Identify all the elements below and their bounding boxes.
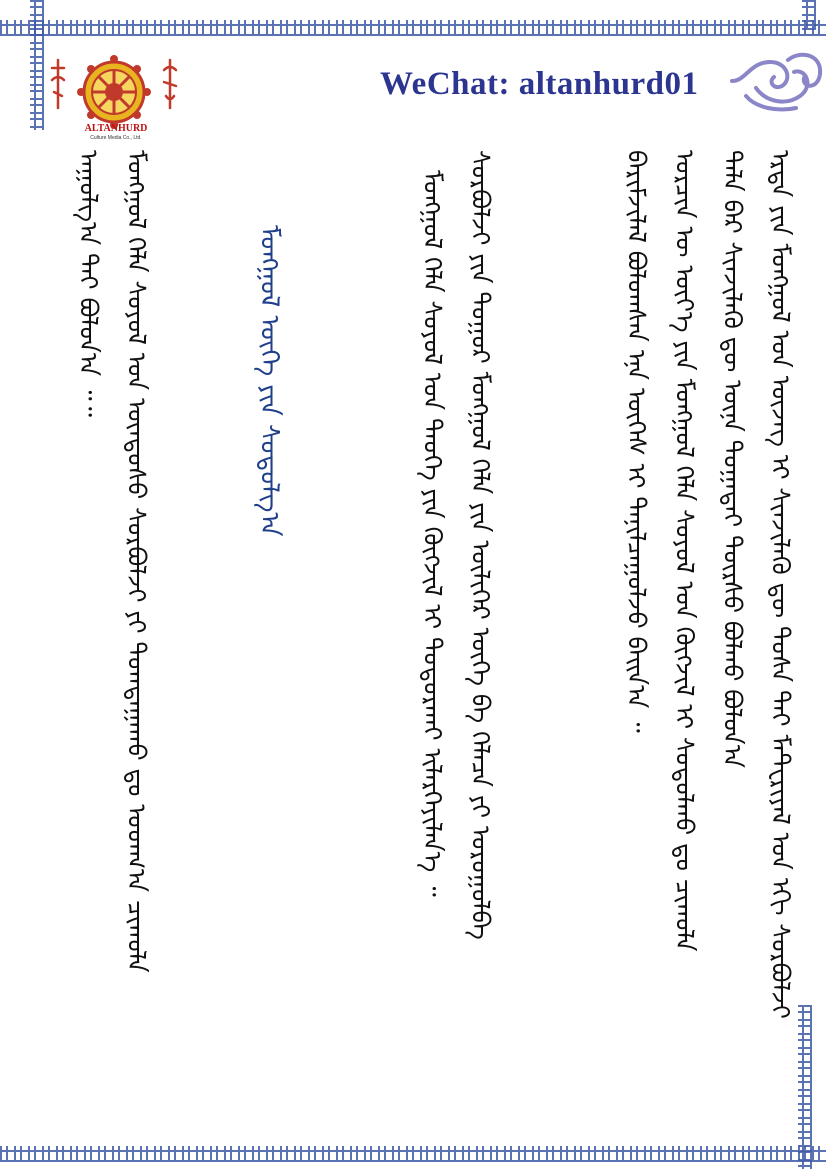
right-bottom-border-pattern (798, 1005, 812, 1169)
right-top-border-pattern (802, 0, 816, 30)
paragraph-2-line-2: ᠮᠣᠩᠭᠣᠯ ᠬᠡᠯᠡ ᠰᠣᠶᠣᠯ ᠤᠨ ᠲᠡᠦᠬᠡ ᠶᠢᠨ ᠬᠥᠭᠵᠢᠯ ᠢ ᠲᠣᠳᠣᠷᠬᠠᠢ ᠢᠯᠡᠷᠭᠡᠶᠢᠯᠡᠨ᠎ᠡ ᠃ (418, 170, 447, 897)
left-border-pattern (30, 0, 44, 130)
paragraph-1-line-1: ᠡᠷᠲᠡ ᠶᠢᠨ ᠮᠣᠩᠭᠣᠯ ᠤᠨ ᠦᠵᠡᠭ ᠢ ᠰᠢᠨᠵᠢᠯᠡᠬᠦ ᠳᠦ ᠳᠤᠰᠠ ᠲᠠᠢ ᠮᠠᠲ᠋ᠧᠷᠢᠶᠠᠯ ᠤᠨ ᠡᠬᠢ ᠰᠤᠷᠪᠤᠯᠵᠢ (766, 150, 795, 1019)
cloud-swirl-icon (726, 48, 826, 114)
paragraph-1-line-4: ᠪᠠᠷᠢᠮᠵᠢᠯᠠᠯ ᠪᠣᠯᠤᠭᠰᠠᠨ ᠡᠨᠡ ᠦᠭᠡᠰ ᠢ ᠲᠠᠨᠢᠯᠴᠠᠭᠤᠯᠵᠤ ᠪᠠᠢᠨ᠎ᠠ ᠃ (622, 150, 651, 733)
paragraph-1-line-3: ᠣᠷᠴᠢᠨ ᠦ ᠦᠶ᠎ᠡ ᠶᠢᠨ ᠮᠣᠩᠭᠣᠯ ᠬᠡᠯᠡ ᠰᠣᠶᠣᠯ ᠤᠨ ᠬᠥᠭᠵᠢᠯ ᠢ ᠰᠤᠳᠤᠯᠬᠤ ᠳᠤ ᠴᠢᠬᠤᠯᠠ (670, 150, 699, 952)
wechat-id-label: WeChat: altanhurd01 (380, 66, 699, 102)
company-subtitle: Culture Media Co., Ltd. (90, 135, 142, 141)
paragraph-3-line-1: ᠮᠣᠩᠭᠣᠯ ᠬᠡᠯᠡ ᠰᠣᠶᠣᠯ ᠤᠨ ᠦᠨᠳᠦᠰᠦ ᠰᠤᠷᠪᠤᠯᠵᠢ ᠶᠢ ᠲᠣᠭᠲᠠᠭᠠᠬᠤ ᠳᠤ ᠤᠳᠬ᠎ᠠ ᠴᠢᠬᠤᠯᠠ (122, 150, 151, 973)
paragraph-2-line-1: ᠰᠤᠷᠪᠤᠯᠵᠢ ᠶᠢᠨ ᠳᠣᠭᠣᠷ ᠮᠣᠩᠭᠣᠯ ᠬᠡᠯᠡ ᠶᠢᠨ ᠦᠯᠢᠭᠡᠷ ᠦᠭᠡ ᠪᠠ ᠬᠡᠯᠡᠴᠡ ᠶᠢ ᠣᠷᠣᠭᠤᠯᠪᠠ (466, 150, 495, 940)
bottom-border-pattern (0, 1146, 826, 1162)
company-name: ALTANHURD (84, 123, 148, 134)
paragraph-3-line-2: ᠠᠭᠤᠯᠭ᠎ᠠ ᠲᠠᠢ ᠪᠣᠯᠤᠨ᠎ᠠ ᠃᠃ (74, 150, 103, 417)
top-border-pattern (0, 20, 826, 36)
section-heading: ᠮᠣᠩᠭᠣᠯ ᠦᠭᠡ ᠶᠢᠨ ᠰᠣᠳᠤᠯᠭ᠎ᠠ (254, 225, 284, 537)
paragraph-1-line-2: ᠲᠠᠯᠠ ᠪᠡᠷ ᠰᠢᠨᠵᠢᠯᠡᠬᠦ ᠳᠦ ᠦᠨᠡ ᠲᠣᠭᠠᠲᠠᠢ ᠳᠦᠷᠰᠦ ᠪᠤᠯᠬᠤ ᠪᠣᠯᠤᠨ᠎ᠠ (718, 150, 747, 768)
